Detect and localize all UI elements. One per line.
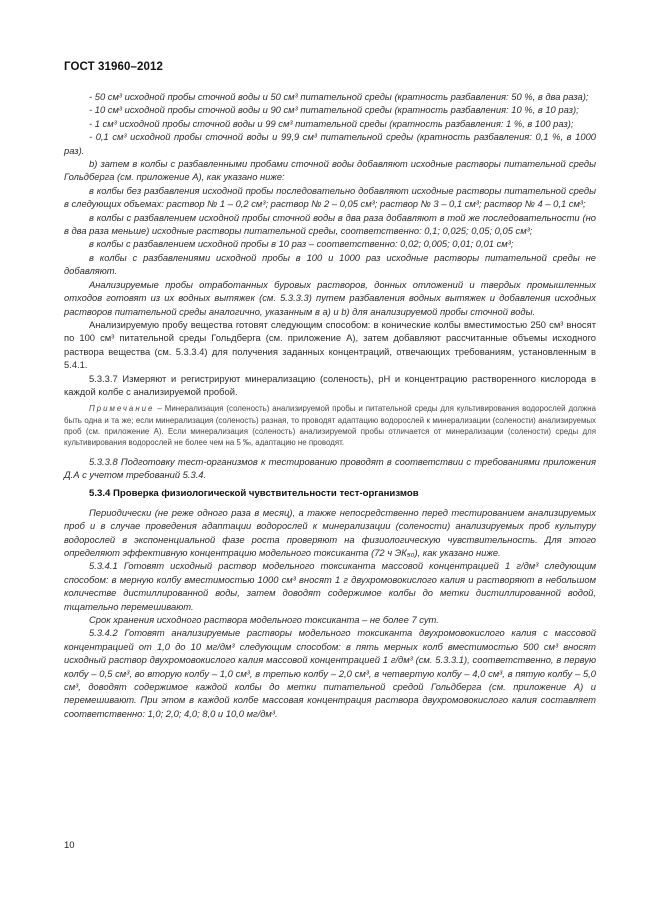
page-number: 10 (64, 840, 75, 851)
note (64, 403, 596, 448)
paragraph: 5.3.3.8 Подготовку тест-организмов к тестированию проводят в соответствии с требованиями приложения Д.А с учетом требований 5.3.4. (64, 455, 596, 480)
paragraph-group-3 (64, 506, 596, 721)
paragraph-group-1 (64, 90, 596, 398)
note-text: – Минерализация (соленость) анализируемой пробы и питательной среды для культивирования водорослей должна быть одна и та же; если минерализация (соленость) разная, то проводят адаптацию водорослей к минерализации (солености) анализируемых проб (см. приложение А). Если минерализация (соленость) анализируемой пробы отличается от минерализации (солености) среды для культивирования водорослей не более чем на 5 ‰, адаптацию не проводят. (64, 404, 596, 448)
paragraph: 5.3.3.7 Измеряют и регистрируют минерализацию (соленость), pH и концентрацию растворенного кислорода в каждой колбе с анализируемой пробой. (64, 372, 596, 397)
paragraph: 5.3.4.2 Готовят анализируемые растворы модельного токсиканта двухромовокислого калия с массовой концентрацией от 1,0 до 10 мг/дм³ следующим способом: в пять мерных колб вместимостью 500 см³ вносят исходный раствор двухромовокислого калия массовой концентрацией 1 г/дм³ (см. 5.3.3.1), соответственно, в первую колбу – 0,5 см³, во вторую колбу – 1,0 см³, в третью колбу – 2,0 см³, в четвертую колбу – 4,0 см³, в пятую колбу – 5,0 см³, доводят содержимое каждой колбы до метки питательной средой Гольдберга (см. приложение А) и перемешивают. При этом в каждой колбе массовая концентрация раствора двухромовокислого калия составляет соответственно: 1,0; 2,0; 4,0; 8,0 и 10,0 мг/дм³. (64, 627, 596, 719)
paragraph: b) затем в колбы с разбавленными пробами сточной воды добавляют исходные растворы питательной среды Гольдберга (см. приложение А), как указано ниже: (64, 158, 596, 183)
paragraph: Анализируемую пробу вещества готовят следующим способом: в конические колбы вместимостью 250 см³ вносят по 100 см³ питательной среды Гольдберга (см. приложение А), затем добавляют рассчитанные объемы исходного раствора вещества (см. 5.3.3.4) для получения заданных концентраций, отвечающих требованиям, установленным в 5.4.1. (64, 318, 596, 371)
paragraph: Срок хранения исходного раствора модельного токсиканта – не более 7 сут. (89, 614, 439, 625)
paragraph: - 50 см³ исходной пробы сточной воды и 50 см³ питательной среды (кратность разбавления: 50 %, в два раза); (89, 91, 589, 102)
standard-header: ГОСТ 31960–2012 (64, 61, 164, 73)
document-body (64, 90, 596, 720)
paragraph: в колбы с разбавлением исходной пробы сточной воды в два раза добавляют в той же последовательности (но в два раза меньше) исходные растворы питательной среды, соответственно: 0,1; 0,025; 0,05; 0,05 см³; (64, 211, 596, 237)
paragraph: Анализируемые пробы отработанных буровых растворов, донных отложений и твердых промышленных отходов готовят из их водных вытяжек (см. 5.3.3.3) путем разбавления водных вытяжек и добавления исходных растворов питательной среды аналогично, указанным в a) и b) для анализируемой пробы сточной воды. (64, 278, 596, 317)
paragraph-group-2 (64, 455, 596, 482)
paragraph: 5.3.4.1 Готовят исходный раствор модельного токсиканта массовой концентрацией 1 г/дм³ следующим способом: в мерную колбу вместимостью 1000 см³ вносят 1 г двухромовокислого калия и растворяют в небольшом количестве дистиллированной воды, затем доводят содержимое колбы до метки дистиллированной водой, тщательно перемешивают. (64, 560, 596, 612)
paragraph: Периодически (не реже одного раза в месяц), а также непосредственно перед тестированием анализируемых проб и в случае проведения адаптации водорослей к минерализации (солености) анализируемых проб культуру водорослей в экспоненциальной фазе роста проверяют на физиологическую чувствительность. Для этого определяют эффективную концентрацию модельного токсиканта (72 ч ЭК₅₀), как указано ниже. (64, 506, 596, 558)
paragraph: - 1 см³ исходной пробы сточной воды и 99 см³ питательной среды (кратность разбавления: 1 %, в 100 раз); (89, 117, 574, 129)
section-title: 5.3.4 Проверка физиологической чувствительности тест-организмов (89, 488, 419, 500)
paragraph: в колбы с разбавлением исходной пробы в 10 раз – соответственно: 0,02; 0,005; 0,01; 0,01 см³; (89, 238, 514, 250)
paragraph: в колбы без разбавления исходной пробы последовательно добавляют исходные растворы питательной среды в следующих объемах: раствор № 1 – 0,2 см³; раствор № 2 – 0,05 см³; раствор № 3 – 0,1 см³; раствор № 4 – 0,1 см³; (64, 184, 596, 210)
paragraph: - 0,1 см³ исходной пробы сточной воды и 99,9 см³ питательной среды (кратность разбавления: 0,1 %, в 1000 раз). (64, 131, 596, 156)
paragraph: в колбы с разбавлениями исходной пробы в 100 и 1000 раз исходные растворы питательной среды не добавляют. (64, 251, 596, 277)
note-label: Примечание (89, 404, 155, 414)
paragraph: - 10 см³ исходной пробы сточной воды и 90 см³ питательной среды (кратность разбавления: 10 %, в 10 раз); (89, 104, 579, 116)
